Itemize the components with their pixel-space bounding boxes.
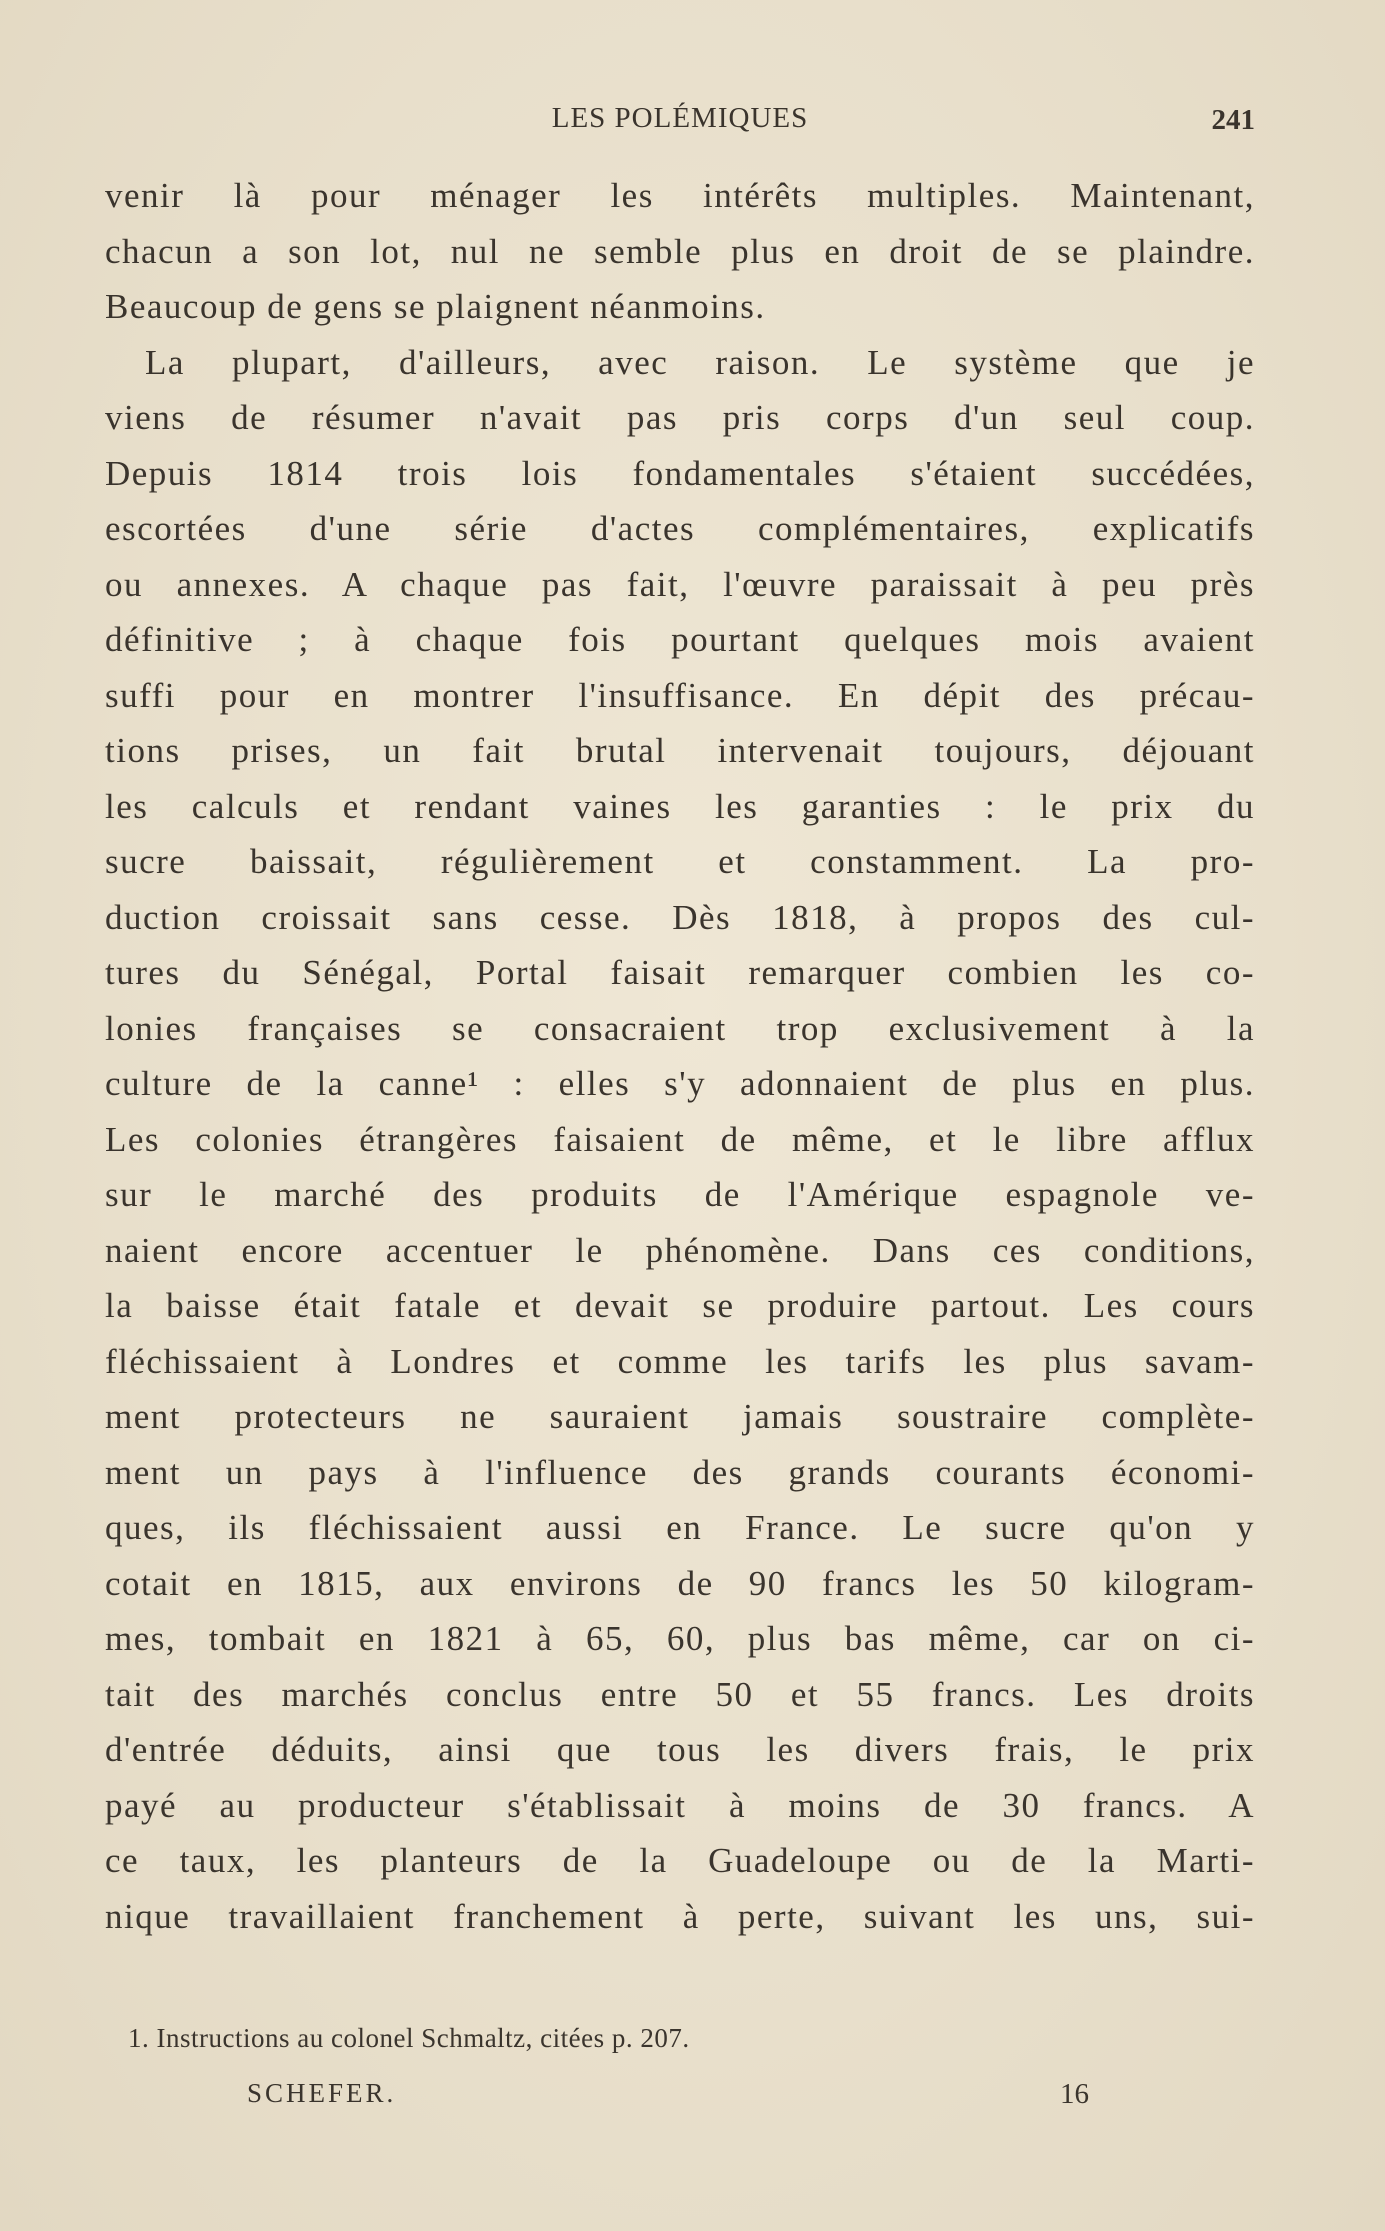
signature-author: SCHEFER.	[247, 2078, 397, 2108]
text-line: ment un pays à l'influence des grands courants économi-	[105, 1452, 1255, 1492]
text-line: suffi pour en montrer l'insuffisance. En dépit des précau-	[105, 675, 1255, 715]
text-line: naient encore accentuer le phénomène. Dans ces conditions,	[105, 1230, 1255, 1270]
text-line: tures du Sénégal, Portal faisait remarquer combien les co-	[105, 953, 1255, 992]
text-line: cotait en 1815, aux environs de 90 francs les 50 kilogram-	[105, 1563, 1255, 1603]
signature-number: 16	[1060, 2078, 1089, 2110]
printer-signature	[105, 2078, 1255, 2118]
text-line: tait des marchés conclus entre 50 et 55 francs. Les droits	[105, 1674, 1255, 1714]
page-number: 241	[1211, 104, 1255, 136]
text-line: sucre baissait, régulièrement et constamment. La pro-	[105, 842, 1255, 881]
text-line: duction croissait sans cesse. Dès 1818, à propos des cul-	[105, 897, 1255, 937]
text-line: définitive ; à chaque fois pourtant quelques mois avaient	[105, 620, 1255, 659]
text-line: viens de résumer n'avait pas pris corps d'un seul coup.	[105, 398, 1255, 437]
text-line: Les colonies étrangères faisaient de même, et le libre afflux	[105, 1119, 1255, 1159]
text-line: ques, ils fléchissaient aussi en France. Le sucre qu'on y	[105, 1508, 1255, 1547]
text-line: Depuis 1814 trois lois fondamentales s'étaient succédées,	[105, 453, 1255, 493]
text-line: ce taux, les planteurs de la Guadeloupe ou de la Marti-	[105, 1841, 1255, 1880]
text-line: venir là pour ménager les intérêts multiples. Maintenant,	[105, 176, 1255, 215]
text-line: ment protecteurs ne sauraient jamais soustraire complète-	[105, 1397, 1255, 1436]
body-text	[105, 168, 1255, 1944]
text-line: fléchissaient à Londres et comme les tarifs les plus savam-	[105, 1341, 1255, 1381]
text-line: lonies françaises se consacraient trop exclusivement à la	[105, 1008, 1255, 1048]
text-line: Beaucoup de gens se plaignent néanmoins.	[105, 287, 766, 326]
text-line: les calculs et rendant vaines les garanties : le prix du	[105, 786, 1255, 826]
text-line: d'entrée déduits, ainsi que tous les divers frais, le prix	[105, 1730, 1255, 1769]
text-line: mes, tombait en 1821 à 65, 60, plus bas même, car on ci-	[105, 1619, 1255, 1658]
text-line: culture de la canne¹ : elles s'y adonnaient de plus en plus.	[105, 1064, 1255, 1103]
text-line: la baisse était fatale et devait se produire partout. Les cours	[105, 1286, 1255, 1325]
text-line: chacun a son lot, nul ne semble plus en droit de se plaindre.	[105, 231, 1255, 271]
text-line: nique travaillaient franchement à perte, suivant les uns, sui-	[105, 1896, 1255, 1936]
text-line: ou annexes. A chaque pas fait, l'œuvre paraissait à peu près	[105, 564, 1255, 604]
running-title: LES POLÉMIQUES	[551, 102, 809, 134]
running-head	[105, 100, 1255, 140]
text-line: tions prises, un fait brutal intervenait toujours, déjouant	[105, 731, 1255, 770]
text-line: sur le marché des produits de l'Amérique espagnole ve-	[105, 1175, 1255, 1214]
text-line: escortées d'une série d'actes complémentaires, explicatifs	[105, 509, 1255, 548]
text-line: La plupart, d'ailleurs, avec raison. Le système que je	[145, 342, 1255, 382]
footnote: 1. Instructions au colonel Schmaltz, citées p. 207.	[128, 2023, 690, 2053]
text-line: payé au producteur s'établissait à moins de 30 francs. A	[105, 1785, 1255, 1825]
